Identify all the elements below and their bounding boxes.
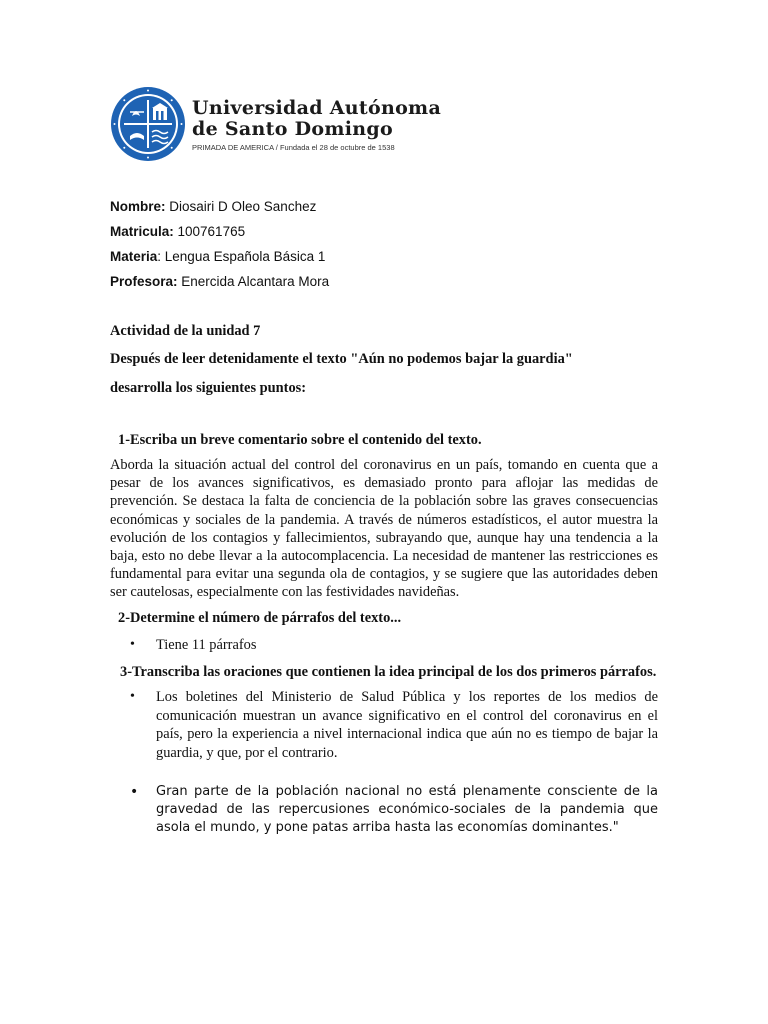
university-name-line2: de Santo Domingo [192,118,393,140]
nombre-value: Diosairi D Oleo Sanchez [165,199,317,214]
nombre-label: Nombre: [110,199,166,214]
list-item: • Tiene 11 párrafos [110,636,658,655]
university-seal-icon [110,86,186,162]
university-name-line1: Universidad Autónoma [192,97,442,119]
materia-label: Materia [110,249,158,264]
profesora-value: Enercida Alcantara Mora [177,274,330,289]
student-info [110,196,329,296]
question-3-list [110,688,658,837]
info-nombre [110,196,329,221]
activity-subtitle-line2: desarrolla los siguientes puntos: [110,380,307,396]
university-header [108,82,442,162]
activity-subtitle-line1: Después de leer detenidamente el texto "Aún no podemos bajar la guardia" [110,351,573,367]
profesora-label: Profesora: [110,274,178,289]
question-2-heading: 2-Determine el número de párrafos del texto... [118,609,402,626]
matricula-label: Matricula: [110,224,174,239]
document-body [110,322,658,837]
matricula-value: 100761765 [173,224,246,239]
question-3-heading: 3-Transcriba las oraciones que contienen la idea principal de los dos primeros párrafos. [120,664,657,681]
question-2-list [110,636,658,655]
info-profesora [110,271,329,296]
info-materia [110,246,329,271]
question-1-answer: Aborda la situación actual del control del coronavirus en un país, tomando en cuenta que a pesar de los avances significativos, es demasiado pronto para aflojar las medidas de prevención. Se destaca la falta de conciencia de la población sobre las graves consecuencias económicas y sociales de la pandemia. A través de números estadísticos, el autor muestra la evolución de los contagios y fallecimientos, subrayando que, aunque hay una tendencia a la baja, esto no debe llevar a la autocomplacencia. La necesidad de mantener las restricciones es fundamental para evitar una segunda ola de contagios, y se sugiere que las autoridades deben ser cautelosas, especialmente con las festividades navideñas. [110,457,658,601]
question-1-heading: 1-Escriba un breve comentario sobre el contenido del texto. [118,432,482,448]
materia-value: : Lengua Española Básica 1 [157,249,326,264]
university-tagline: PRIMADA DE AMERICA / Fundada el 28 de octubre de 1538 [192,143,395,152]
activity-title: Actividad de la unidad 7 [110,323,261,339]
list-item: • Gran parte de la población nacional no está plenamente consciente de la gravedad de las repercusiones económico-sociales de la pandemia que asola el mundo, y pone patas arriba hasta las economías dominantes." [110,783,658,837]
info-matricula [110,221,329,246]
list-item: • Los boletines del Ministerio de Salud Pública y los reportes de los medios de comunicación muestran un avance significativo en el control del coronavirus en el país, pero la experiencia a nivel internacional indica que aún no es tiempo de bajar la guardia, y que, por el contrario. [110,688,658,762]
university-name [192,98,441,140]
